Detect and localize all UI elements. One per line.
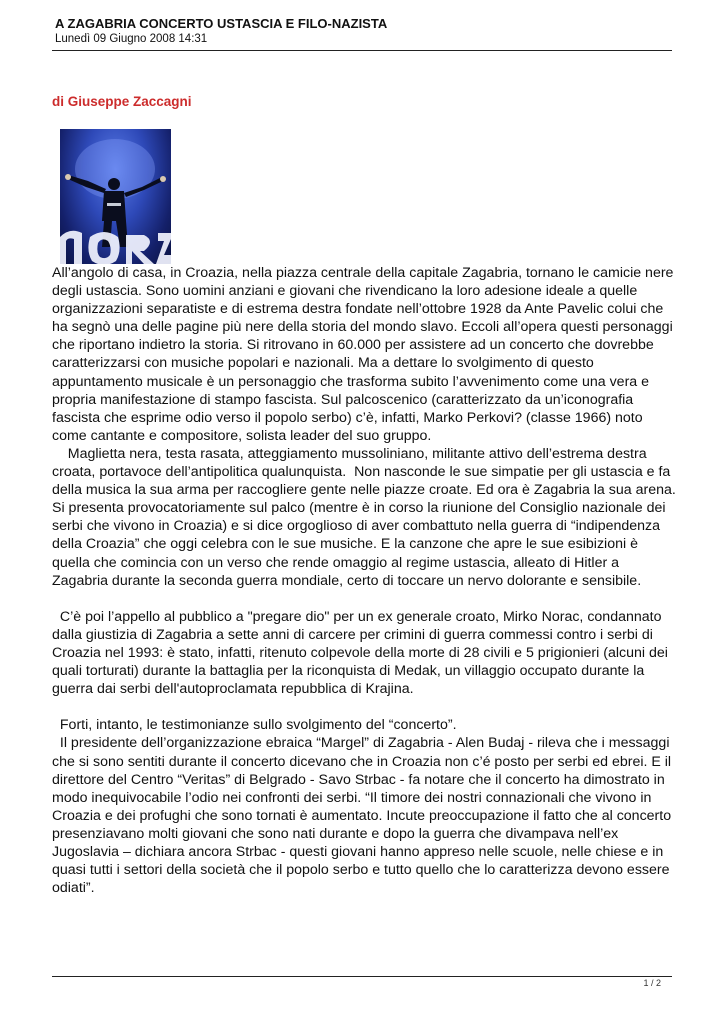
article-paragraph: Forti, intanto, le testimonianze sullo svolgimento del “concerto”.: [52, 717, 457, 734]
page-number: 1 / 2: [643, 978, 661, 988]
article-title: A ZAGABRIA CONCERTO USTASCIA E FILO-NAZISTA: [55, 16, 388, 31]
document-header: [55, 16, 672, 47]
article-byline: di Giuseppe Zaccagni: [52, 94, 192, 109]
footer-divider: [52, 976, 672, 977]
article-date: Lunedì 09 Giugno 2008 14:31: [55, 33, 208, 45]
article-paragraph: Maglietta nera, testa rasata, atteggiamento mussoliniano, militante attivo dell’estrema destra croata, portavoce dell’antipolitica qualunquista. Non nasconde le sue simpatie per gli ustascia e fa della musica la sua arma per raccogliere gente nelle piazze croate. Ed ora è Zagabria la sua arena. Si presenta provocatoriamente sul palco (mentre è in corso la riunione del Consiglio nazionale dei serbi che vivono in Croazia) e si dice orgoglioso di aver combattuto nella guerra di “indipendenza della Croazia” che oggi celebra con le sue musiche. E la canzone che apre le sue esibizioni è quella che comincia con un verso che rende omaggio al regime ustascia, alleato di Hitler a Zagabria durante la seconda guerra mondiale, certo di toccare un nervo dolorante e sensibile.: [52, 445, 680, 589]
header-divider: [52, 50, 672, 51]
article-paragraph: C’è poi l’appello al pubblico a "pregare dio" per un ex generale croato, Mirko Norac, condannato dalla giustizia di Zagabria a sette anni di carcere per crimini di guerra commessi contro i serbi di Croazia nel 1993: è stato, infatti, ritenuto colpevole della morte di 28 civili e 5 prigionieri (alcuni dei quali torturati) durante la battaglia per la riconquista di Medak, un villaggio occupato durante la guerra dai serbi dell'autoproclamata repubblica di Krajina.: [52, 608, 672, 698]
article-photo: [60, 129, 171, 264]
article-paragraph: Il presidente dell’organizzazione ebraica “Margel” di Zagabria - Alen Budaj - rileva che i messaggi che si sono sentiti durante il concerto dicevano che in Croazia non c’é posto per serbi ed ebrei. E il direttore del Centro “Veritas” di Belgrado - Savo Strbac - fa notare che il concerto ha dimostrato in modo inequivocabile l’odio nei confronti dei serbi. “Il timore dei nostri connazionali che vivono in Croazia e dei profughi che sono tornati è aumentato. Incute preoccupazione il fatto che al concerto presenziavano molti giovani che sono nati durante e dopo la guerra che divampava nell’ex Jugoslavia – dichiara ancora Strbac - questi giovani hanno appreso nelle scuole, nelle chiese e in quasi tutti i settori della società che il popolo serbo e tutto quello che lo caratterizza devono essere odiati”.: [52, 735, 676, 897]
article-body: [52, 264, 680, 897]
article-paragraph: All’angolo di casa, in Croazia, nella piazza centrale della capitale Zagabria, tornano le camicie nere degli ustascia. Sono uomini anziani e giovani che rivendicano la loro adesione ideale a quelle organizzazioni separatiste e di estrema destra fondate nell’ottobre 1928 da Ante Pavelic colui che ha segnò una delle pagine più nere della storia del mondo slavo. Eccoli all’opera questi personaggi che riportano indietro la storia. Si ritrovano in 60.000 per assistere ad un concerto che dovrebbe caratterizzarsi con musiche popolari e nazionali. Ma a dettare lo svolgimento di questo appuntamento musicale è un personaggio che trasforma subito l’avvenimento come una vera e propria manifestazione di stampo fascista. Sul palcoscenico (caratterizzato da un’iconografia fascista che esprime odio verso il popolo serbo) c’è, infatti, Marko Perkovi? (classe 1966) noto come cantante e compositore, solista leader del suo gruppo.: [52, 265, 678, 444]
